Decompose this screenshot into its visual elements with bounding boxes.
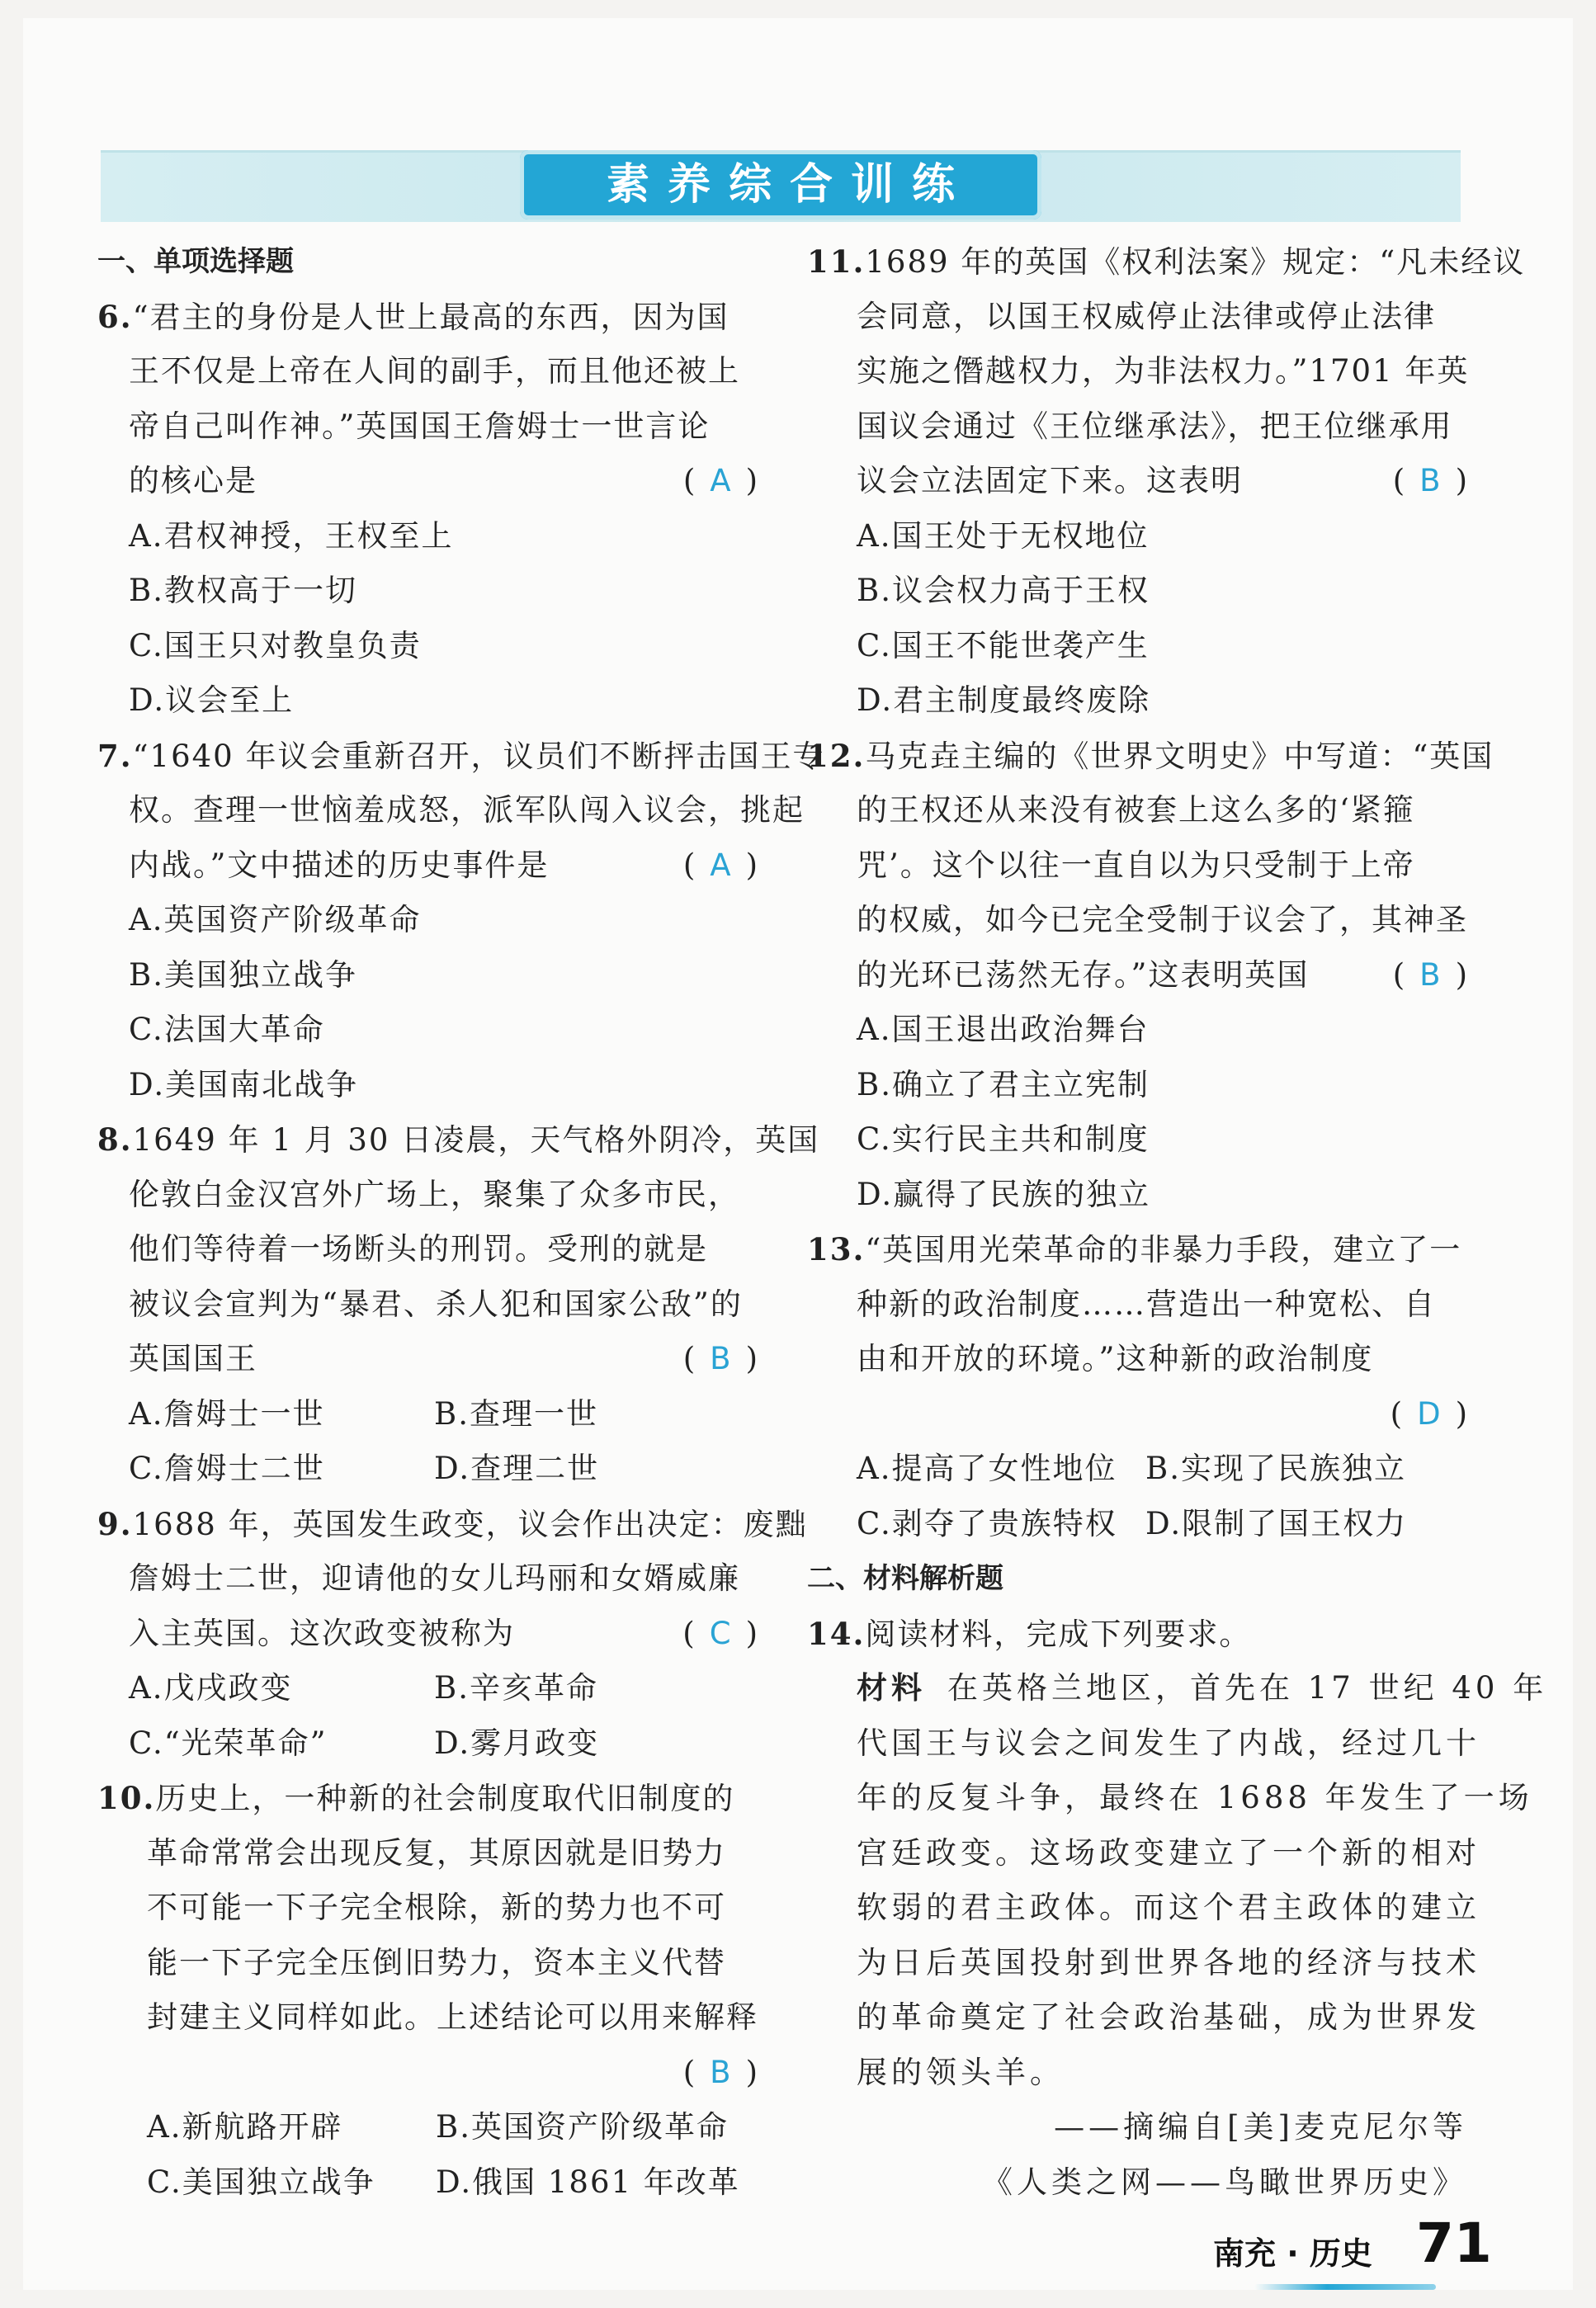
- question-number: 14.: [807, 1615, 866, 1652]
- footer-decoration: [1254, 2284, 1436, 2290]
- material-text: 在英格兰地区，首先在 17 世纪 40 年: [947, 1670, 1548, 1706]
- option: C.美国独立战争: [147, 2164, 375, 2200]
- question-number: 8.: [97, 1121, 133, 1158]
- option: B.确立了君主立宪制: [857, 1066, 1150, 1102]
- material-text: 软弱的君主政体。而这个君主政体的建立: [857, 1890, 1480, 1925]
- answer-value: C: [709, 1615, 731, 1651]
- question-number: 6.: [97, 298, 133, 335]
- option: B.议会权力高于王权: [857, 573, 1150, 608]
- material-text: 为日后英国投射到世界各地的经济与技术: [857, 1944, 1480, 1980]
- option: C.国王只对教皇负责: [129, 627, 422, 663]
- question-number: 11.: [807, 243, 866, 280]
- question-text: 的核心是: [129, 463, 257, 498]
- question-text: 能一下子完全压倒旧势力，资本主义代替: [147, 1944, 726, 1980]
- option: B.英国资产阶级革命: [436, 2109, 729, 2145]
- option: A.国王处于无权地位: [857, 517, 1150, 554]
- question-text: 他们等待着一场断头的刑罚。受刑的就是: [129, 1231, 708, 1267]
- option: D.限制了国王权力: [1145, 1505, 1408, 1541]
- question-text: 种新的政治制度……营造出一种宽松、自: [857, 1286, 1436, 1322]
- option: B.辛亥革命: [434, 1670, 598, 1706]
- question-number: 12.: [807, 737, 866, 774]
- question-13: [807, 1222, 1467, 1551]
- question-11: [807, 234, 1526, 729]
- answer-value: D: [1417, 1395, 1441, 1432]
- question-text: 革命常常会出现反复，其原因就是旧势力: [147, 1834, 726, 1871]
- option: C.剥夺了贵族特权: [857, 1505, 1117, 1541]
- question-text: 詹姆士二世，迎请他的女儿玛丽和女婿威廉: [129, 1560, 740, 1596]
- question-text: 权。查理一世恼羞成怒，派军队闯入议会，挑起: [129, 792, 805, 828]
- option: D.议会至上: [129, 682, 295, 718]
- question-text: 实施之僭越权力，为非法权力。”1701 年英: [857, 353, 1470, 389]
- material-source: 《人类之网——鸟瞰世界历史》: [982, 2164, 1467, 2200]
- option: B.实现了民族独立: [1145, 1451, 1406, 1486]
- question-number: 13.: [807, 1231, 866, 1267]
- question-text: 咒’。这个以往一直自以为只受制于上帝: [857, 847, 1415, 883]
- page-title: 素养综合训练: [606, 160, 973, 210]
- question-text: 帝自己叫作神。”英国国王詹姆士一世言论: [129, 408, 711, 444]
- answer-bracket: ( A ): [682, 463, 758, 498]
- question-text: “英国用光荣革命的非暴力手段，建立了一: [865, 1232, 1462, 1267]
- option: C.法国大革命: [129, 1012, 325, 1047]
- answer-bracket: ( C ): [682, 1615, 758, 1651]
- material-text: 年的反复斗争，最终在 1688 年发生了一场: [857, 1780, 1533, 1815]
- option: B.教权高于一切: [129, 573, 357, 608]
- answer-bracket: ( A ): [682, 847, 758, 883]
- question-text: 英国国王: [129, 1341, 257, 1376]
- option: A.詹姆士一世: [129, 1395, 325, 1432]
- footer-label: 南充 · 历史: [1213, 2235, 1372, 2272]
- question-text: 马克垚主编的《世界文明史》中写道：“英国: [865, 738, 1494, 774]
- question-text: 会同意，以国王权威停止法律或停止法律: [857, 298, 1436, 334]
- question-text: “1640 年议会重新召开，议员们不断抨击国王专: [132, 738, 825, 774]
- question-text: 阅读材料，完成下列要求。: [865, 1616, 1252, 1652]
- answer-bracket: ( B ): [1392, 956, 1467, 993]
- option: D.美国南北战争: [129, 1066, 359, 1102]
- question-text: 国议会通过《王位继承法》，把王位继承用: [857, 408, 1453, 444]
- option: A.国王退出政治舞台: [857, 1012, 1150, 1047]
- answer-value: A: [710, 847, 731, 883]
- question-7: [97, 729, 825, 1113]
- option: D.查理二世: [434, 1451, 600, 1486]
- option: B.美国独立战争: [129, 956, 357, 993]
- option: C.国王不能世袭产生: [857, 627, 1150, 663]
- question-text: “君主的身份是人世上最高的东西，因为国: [132, 299, 730, 335]
- question-text: 由和开放的环境。”这种新的政治制度: [857, 1341, 1374, 1376]
- question-text: 的权威，如今已完全受制于议会了，其神圣: [857, 902, 1468, 937]
- question-number: 7.: [97, 737, 133, 774]
- option: B.查理一世: [434, 1395, 598, 1432]
- answer-value: B: [1419, 463, 1441, 498]
- material-text: 的革命奠定了社会政治基础，成为世界发: [857, 1999, 1480, 2035]
- question-text: 的光环已荡然无存。”这表明英国: [857, 956, 1310, 993]
- question-text: 内战。”文中描述的历史事件是: [129, 847, 550, 883]
- question-text: 的王权还从来没有被套上这么多的‘紧箍: [857, 792, 1415, 828]
- material-text: 宫廷政变。这场政变建立了一个新的相对: [857, 1834, 1480, 1871]
- question-6: [97, 290, 758, 729]
- material-source: ——摘编自[美]麦克尼尔等: [1054, 2109, 1467, 2145]
- question-number: 9.: [97, 1505, 133, 1542]
- left-column: [97, 234, 825, 2210]
- option: C.詹姆士二世: [129, 1451, 325, 1486]
- material-text: 展的领头羊。: [857, 2054, 1065, 2090]
- option: C.实行民主共和制度: [857, 1121, 1150, 1157]
- answer-value: A: [710, 463, 731, 498]
- option: D.俄国 1861 年改革: [436, 2164, 740, 2200]
- answer-value: B: [1419, 956, 1441, 993]
- question-text: 1649 年 1 月 30 日凌晨，天气格外阴冷，英国: [132, 1122, 820, 1158]
- question-text: 1688 年，英国发生政变，议会作出决定：废黜: [132, 1506, 808, 1542]
- answer-value: B: [710, 1341, 731, 1376]
- question-9: [97, 1497, 808, 1772]
- material-label: 材料: [857, 1670, 926, 1706]
- question-text: 不可能一下子完全根除，新的势力也不可: [147, 1890, 726, 1925]
- section-heading: 二、材料解析题: [807, 1562, 1003, 1595]
- question-8: [97, 1112, 820, 1497]
- answer-bracket: ( B ): [682, 2054, 758, 2090]
- answer-value: B: [710, 2054, 731, 2090]
- right-column: [807, 234, 1548, 2210]
- option: D.君主制度最终废除: [857, 682, 1151, 718]
- question-text: 入主英国。这次政变被称为: [129, 1615, 515, 1651]
- question-12: [807, 729, 1494, 1223]
- material-text: 代国王与议会之间发生了内战，经过几十: [857, 1725, 1480, 1761]
- question-14: [807, 1607, 1548, 2211]
- question-text: 1689 年的英国《权利法案》规定：“凡未经议: [865, 244, 1526, 280]
- answer-bracket: ( B ): [1392, 463, 1467, 498]
- option: A.英国资产阶级革命: [129, 902, 422, 937]
- question-text: 王不仅是上帝在人间的副手，而且他还被上: [129, 353, 740, 389]
- option: C.“光荣革命”: [129, 1725, 328, 1761]
- question-text: 封建主义同样如此。上述结论可以用来解释: [147, 1999, 758, 2035]
- question-10: [97, 1771, 758, 2210]
- question-text: 议会立法固定下来。这表明: [857, 463, 1243, 498]
- option: A.提高了女性地位: [857, 1451, 1117, 1486]
- question-text: 伦敦白金汉宫外广场上，聚集了众多市民，: [129, 1176, 740, 1212]
- page-number: 71: [1416, 2211, 1492, 2275]
- option: A.新航路开辟: [147, 2109, 343, 2145]
- question-text: 历史上，一种新的社会制度取代旧制度的: [155, 1781, 735, 1816]
- answer-bracket: ( D ): [1390, 1395, 1467, 1432]
- option: A.君权神授，王权至上: [129, 517, 454, 554]
- option: D.赢得了民族的独立: [857, 1176, 1151, 1212]
- option: A.戊戌政变: [129, 1670, 293, 1706]
- question-text: 被议会宣判为“暴君、杀人犯和国家公敌”的: [129, 1286, 743, 1322]
- answer-bracket: ( B ): [682, 1341, 758, 1376]
- question-number: 10.: [97, 1780, 156, 1816]
- option: D.雾月政变: [434, 1725, 600, 1761]
- section-heading: 一、单项选择题: [97, 245, 294, 278]
